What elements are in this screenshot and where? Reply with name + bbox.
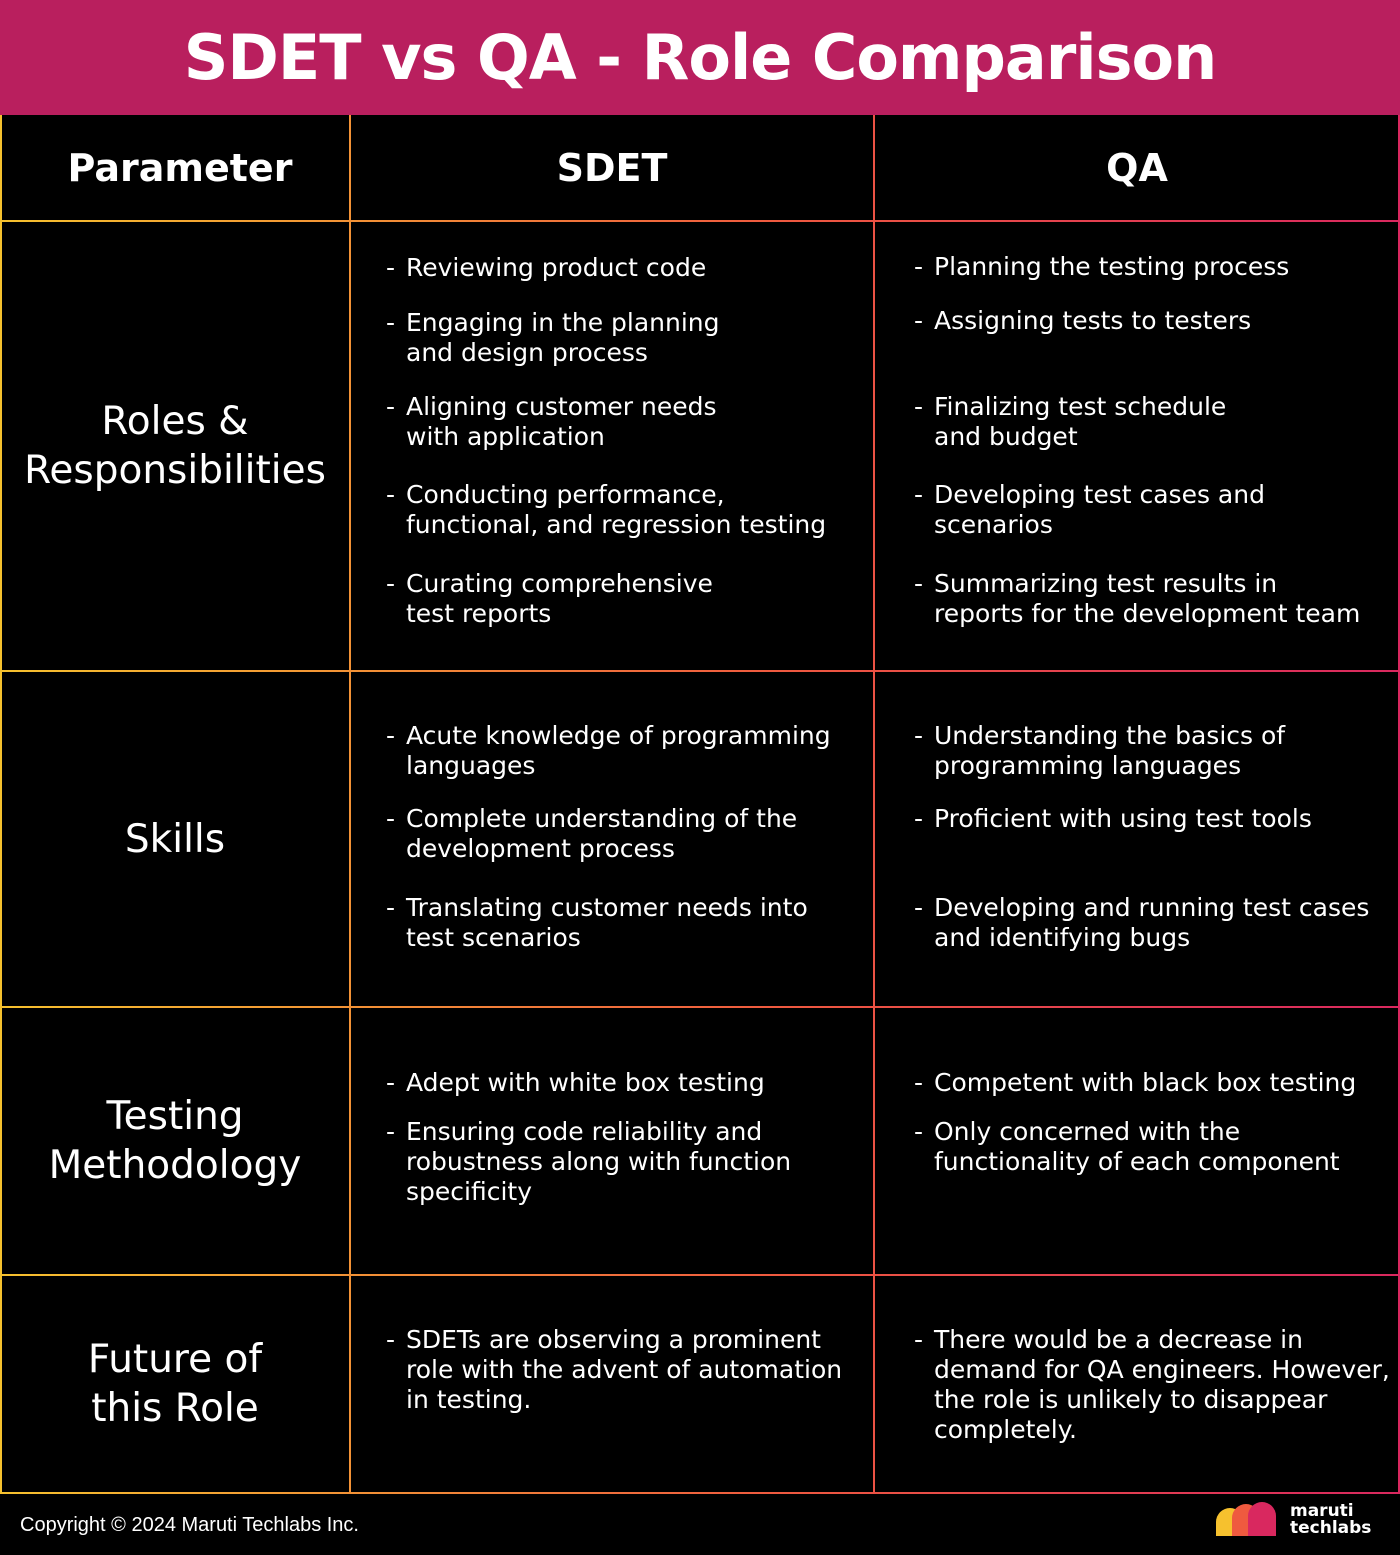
param-testing-methodology <box>0 1007 350 1275</box>
page-title: SDET vs QA - Role Comparison <box>183 21 1217 94</box>
param-line: Roles & <box>101 399 249 444</box>
param-line: Future of <box>87 1337 263 1382</box>
list-item: - Ensuring code reliability and robustness along with function specificity <box>386 1117 791 1207</box>
param-line: Testing <box>106 1094 244 1139</box>
param-skills <box>0 671 350 1007</box>
param-line: Responsibilities <box>24 448 326 493</box>
list-item: - Engaging in the planning and design process <box>386 308 720 368</box>
header-parameter: Parameter <box>67 146 293 190</box>
maruti-techlabs-logo <box>1214 1500 1386 1540</box>
list-item: - Summarizing test results in reports for the development team <box>914 569 1360 629</box>
list-item: - Only concerned with the functionality of each component <box>914 1117 1340 1177</box>
list-item: - Adept with white box testing <box>386 1068 765 1098</box>
list-item: - Developing test cases and scenarios <box>914 480 1265 540</box>
list-item: - Acute knowledge of programming languages <box>386 721 831 781</box>
logo-mark-icon <box>1214 1502 1282 1538</box>
copyright-text: Copyright © 2024 Maruti Techlabs Inc. <box>20 1514 359 1536</box>
list-item: - There would be a decrease in demand for QA engineers. However, the role is unlikely to disappear completely. <box>914 1325 1390 1445</box>
list-item: - Competent with black box testing <box>914 1068 1356 1098</box>
param-roles-responsibilities <box>0 221 350 671</box>
logo-text: maruti techlabs <box>1290 1501 1372 1538</box>
param-line: Skills <box>124 816 226 862</box>
header-qa: QA <box>1106 146 1168 190</box>
list-item: - Complete understanding of the development process <box>386 804 797 864</box>
list-item: - Understanding the basics of programming languages <box>914 721 1285 781</box>
param-line: Methodology <box>48 1143 302 1188</box>
list-item: - Curating comprehensive test reports <box>386 569 713 629</box>
list-item: - Conducting performance, functional, and regression testing <box>386 480 826 540</box>
header-sdet: SDET <box>556 146 668 190</box>
list-item: - Finalizing test schedule and budget <box>914 392 1226 452</box>
list-item: - Reviewing product code <box>386 253 706 283</box>
list-item: - Proficient with using test tools <box>914 804 1312 834</box>
param-future-of-role <box>0 1275 350 1493</box>
list-item: - Translating customer needs into test scenarios <box>386 893 808 953</box>
list-item: - Planning the testing process <box>914 252 1289 282</box>
list-item: - Assigning tests to testers <box>914 306 1251 336</box>
param-line: this Role <box>91 1386 259 1431</box>
list-item: - Developing and running test cases and identifying bugs <box>914 893 1369 953</box>
list-item: - SDETs are observing a prominent role with the advent of automation in testing. <box>386 1325 842 1415</box>
list-item: - Aligning customer needs with application <box>386 392 717 452</box>
title-bar <box>0 0 1400 115</box>
